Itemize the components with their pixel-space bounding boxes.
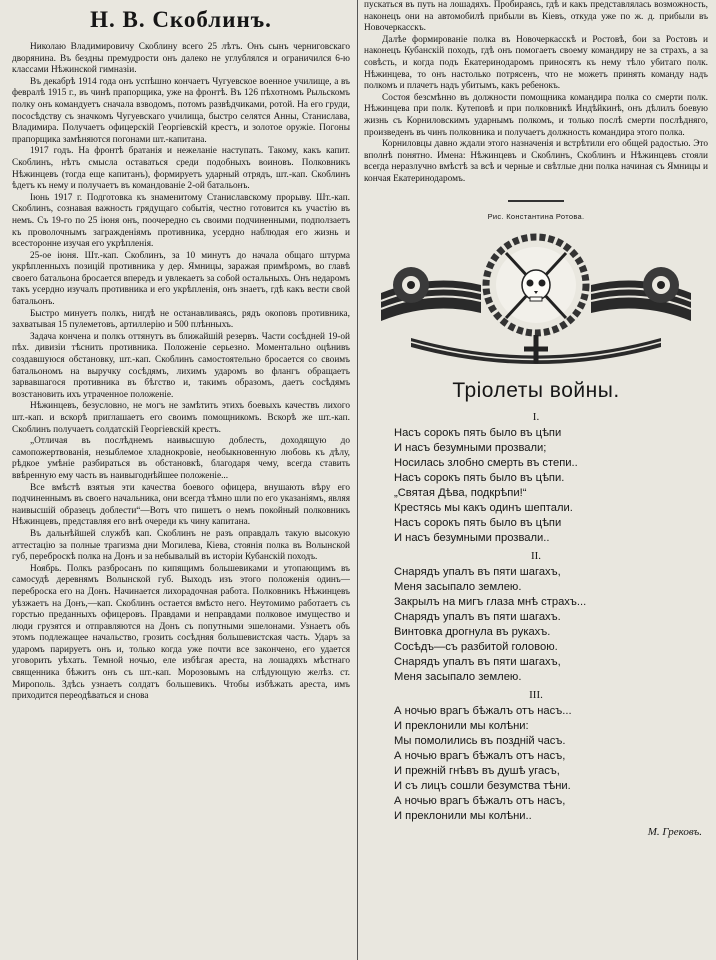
column-divider <box>357 0 358 960</box>
poem-stanza <box>394 704 708 824</box>
article-continuation-paragraph: пускаться въ путь на лошадяхъ. Пробираясь, гдѣ и какъ представлялась возможность, наконецъ они на автомобилѣ прибыли въ Кіевъ, откуда уже по ж. д. прибыли въ Новочеркасскъ. <box>364 0 708 34</box>
article-paragraph: „Отличая въ послѣднемъ наивысшую доблесть, доходящую до самопожертвованія, незыблемое хладнокровіе, необыкновенную любовь къ дѣлу, рѣдкое умѣніе разбираться въ обстановкѣ, благодаря чему, всегда ставить ввѣренную ему часть въ наивыгоднѣйшее положеніе... <box>12 436 350 481</box>
poem-line: Крестясь мы какъ одинъ шептали. <box>394 501 573 514</box>
poem-line: И насъ безумными прозвали.. <box>394 531 550 544</box>
poem-line: Носилась злобно смерть въ степи.. <box>394 456 578 469</box>
poem-stanza <box>394 426 708 546</box>
article-paragraph: Іюнь 1917 г. Подготовка къ знаменитому Станиславскому прорыву. Шт.-кап. Скоблинъ, сознавая важность грядущаго событія, честно готовится къ участію въ немъ. Съ 19-го по 25 іюня онъ, поочередно съ своими подчиненными, подползаетъ къ проволочнымъ загражденіямъ противника, усердно наблюдая его жизнь и всесторонне изучая его укрѣпленія. <box>12 192 350 250</box>
poem-stanza <box>394 565 708 685</box>
poem-line: И преклонили мы колѣни: <box>394 719 529 732</box>
stanza-number: II. <box>530 549 542 562</box>
poem-line: Насъ сорокъ пять было въ цѣпи. <box>394 471 565 484</box>
article-column <box>12 6 350 956</box>
article-continuation-paragraph: Корниловцы давно ждали этого назначенія и встрѣтили его общей радостью. Это вполнѣ понятно. Имена: Нѣжинцевъ и Скоблинъ, Скоблинъ и Нѣжинцевъ стояли всегда неразлучно вмѣстѣ за всѣ и черные и свѣтлые дни полка начиная съ Ямницы и кончая Екатеринодаромъ. <box>364 139 708 184</box>
poem-line: „Святая Дѣва, подкрѣпи!“ <box>394 486 527 499</box>
article-paragraph: Задача кончена и полкъ оттянутъ въ ближайшій резервъ. Части соcѣдней 19-ой пѣх. дивизіи тѣснить противника. Положеніе серьезно. Моментально оцѣнивъ создавшуюся обстановку, шт.-кап. Скоблинъ самостоятельно бросается со своимъ батальономъ на выручку сосѣдямъ, лихимъ ударомъ во флангъ обращаетъ зарвавшагося противника въ бѣгство и, такимъ образомъ, даетъ сосѣдямъ возстановить ихъ утраченное положеніе. <box>12 331 350 400</box>
poem-line: Сосѣдъ—съ разбитой головою. <box>394 640 558 653</box>
poem-title: Тріолеты войны. <box>452 378 620 402</box>
section-divider <box>508 200 564 202</box>
poem-line: И насъ безумными прозвали; <box>394 441 547 454</box>
poem-line: Мы помолились въ поздній часъ. <box>394 734 566 747</box>
article-paragraph: 25-ое іюня. Шт.-кап. Скоблинъ, за 10 минутъ до начала общаго штурма укрѣпленныхъ позицій противника у дер. Ямницы, заражая примѣромъ, во главѣ своего батальона бросается впередъ и увлекаетъ за собой остальныхъ. Онъ недаромъ такъ усердно изучалъ противника и его укрѣпленія, онъ знаетъ, гдѣ какъ вести свой батальонъ. <box>12 250 350 308</box>
poem-line: Насъ сорокъ пять было въ цѣпи <box>394 516 562 529</box>
poem-line: Меня засыпало землею. <box>394 580 522 593</box>
poem-line: Меня засыпало землею. <box>394 670 522 683</box>
article-title: Н. В. Скоблинъ. <box>90 7 272 32</box>
poem-line: И преклонили мы колѣни.. <box>394 809 532 822</box>
poem-line: Снарядъ упалъ въ пяти шагахъ, <box>394 655 561 668</box>
poem-line: Снарядъ упалъ въ пяти шагахъ. <box>394 610 561 623</box>
poem-line: А ночью врагъ бѣжалъ отъ насъ, <box>394 749 566 762</box>
stanza-number: I. <box>532 410 540 423</box>
poem-author: М. Грековъ. <box>647 825 702 838</box>
poem-line: Закрылъ на мигъ глаза мнѣ страхъ... <box>394 595 587 608</box>
poem-line: Винтовка дрогнула въ рукахъ. <box>394 625 551 638</box>
article-paragraph: Быстро минуетъ полкъ, нигдѣ не останавливаясь, рядъ окоповъ противника, захватывая 15 пулеметовъ, артиллерію и 500 плѣнныхъ. <box>12 308 350 331</box>
article-paragraph: Нѣжинцевъ, безусловно, не могъ не замѣтить этихъ боевыхъ качествъ лихого шт.-кап. и вскорѣ приглашаетъ его своимъ помощникомъ. Вскорѣ же шт.-кап. Скоблинъ получаетъ солдатскій Георгіевскій крестъ. <box>12 401 350 435</box>
skull-crossbones-wreath-emblem-icon <box>371 223 701 373</box>
article-paragraph: Ноябрь. Полкъ разбросанъ по кипящимъ большевиками и утопающимъ въ самосудѣ деревнямъ Волынской губ. Выходъ изъ этого положенія одинъ—переброска его на Донъ. Начинается лихорадочная работа. Полковникъ Нѣжинцевъ уѣзжаетъ на Донъ,—кап. Скоблинъ остается вмѣсто него. Неутомимо работаетъ съ горстью преданныхъ офицеровъ. Правдами и неправдами полковое имущество и люди грузятся и отправляются на Донъ съ попутными эшелонами. Узнаетъ объ этомъ подлежащее начальство, грозить сосѣдняя большевистская часть. Ударъ за ударомъ парируетъ онъ и, только когда уже почти все закончено, его удается уговорить уѣхать. Темной ночью, еле избѣгая ареста, на лошадяхъ мѣстнаго священника бѣжитъ онъ съ шт.-кап. Морозовымъ на слѣдующую желѣз. ст. Мирополь. Здѣсь узнаетъ солдатъ большевикъ. Чтобы избѣжать ареста, имъ приходится переодѣваться и снова <box>12 563 350 702</box>
poem-line: И съ лицъ сошли безумства тѣни. <box>394 779 571 792</box>
poem-line: А ночью врагъ бѣжалъ отъ насъ... <box>394 704 572 717</box>
article-paragraph: Николаю Владимировичу Скоблину всего 25 лѣтъ. Онъ сынъ черниговскаго дворянина. Въ бездны премудрости онъ далеко не углублялся и ограничился 6-ю классами Нѣжинской гимназіи. <box>12 42 350 76</box>
article-paragraph: Въ дальнѣйшей службѣ кап. Скоблинъ не разъ оправдалъ такую высокую аттестацію за полные трагизма дни Могилева, Кіева, стоянія полка въ Волынской губ, переброскѣ полка на Донъ и за небывалый въ исторіи Кубанскій походъ. <box>12 528 350 563</box>
article-paragraph: 1917 годъ. На фронтѣ братанія и нежеланіе наступать. Такому, какъ капит. Скоблинъ, нѣтъ смысла оставаться среди подобныхъ воиновъ. Полковникъ Нѣжинцевъ (тогда еще капитанъ), формируетъ ударный отрядъ, шт.-кап. Скоблинъ ѣдетъ къ нему и получаетъ въ командованіе 2-ой батальонъ. <box>12 146 350 192</box>
illustration-caption: Рис. Константина Ротова. <box>487 211 585 221</box>
article-paragraph: Въ декабрѣ 1914 года онъ успѣшно кончаетъ Чугуевское военное училище, а въ февралѣ 1915 г., въ чинѣ прапорщика, уже на фронтѣ. Въ 126 пѣхотномъ Рыльскомъ полку онъ командуетъ сначала взводомъ, потомъ развѣдчиками, ротой. На его груди, пососѣдству съ значкомъ Чугуевскаго училища, быстро селятся Анны, Станислава, Владимира. Получаетъ офицерскій Георгіевскій крестъ, и золотое оружіе. Погоны прапорщика замѣняются погонами шт.-капитана. <box>12 76 350 145</box>
article-paragraph: Все вмѣстѣ взятыя эти качества боевого офицера, внушають вѣру его подчиненнымъ въ своего начальника, они всегда тѣмно шли по его указаніямъ, являя наивысшій образецъ доблести“—Вотъ что пишетъ о немъ покойный полковникъ Нѣжинцевъ, представляя его внѣ очереди къ чину капитана. <box>12 482 350 528</box>
article-continuation-paragraph: Состоя безсмѣнно въ должности помощника командира полка со смерти полк. Нѣжинцева при полк. Кутеповѣ и при полковникѣ Индѣйкинѣ, онъ дѣлилъ боевую жизнь съ Корниловскимъ ударнымъ полкомъ, и только послѣ смерти послѣдняго, произведенъ въ чинъ полковника и получаетъ должность командира этого полка. <box>364 92 708 138</box>
stanza-number: III. <box>529 688 543 701</box>
poem-line: Снарядъ упалъ въ пяти шагахъ, <box>394 565 561 578</box>
poem-line: Насъ сорокъ пять было въ цѣпи <box>394 426 562 439</box>
right-column <box>364 0 708 960</box>
poem-line: И прежній гнѣвъ въ душѣ угасъ, <box>394 764 560 777</box>
poem-line: А ночью врагъ бѣжалъ отъ насъ, <box>394 794 566 807</box>
article-continuation-paragraph: Далѣе формированіе полка въ Новочеркасскѣ и Ростовѣ, бои за Ростовъ и наконецъ Кубанскій походъ, гдѣ онъ помогаетъ своему командиру не за страхъ, а за совѣсть, и когда подъ Екатеринодаромъ приносятъ къ нему тѣло убитаго полк. Нѣжинцева, то онъ настолько потрясенъ, что не можетъ принять команду надъ полкомъ и плачетъ надъ убитымъ, какъ ребенокъ. <box>364 34 708 92</box>
